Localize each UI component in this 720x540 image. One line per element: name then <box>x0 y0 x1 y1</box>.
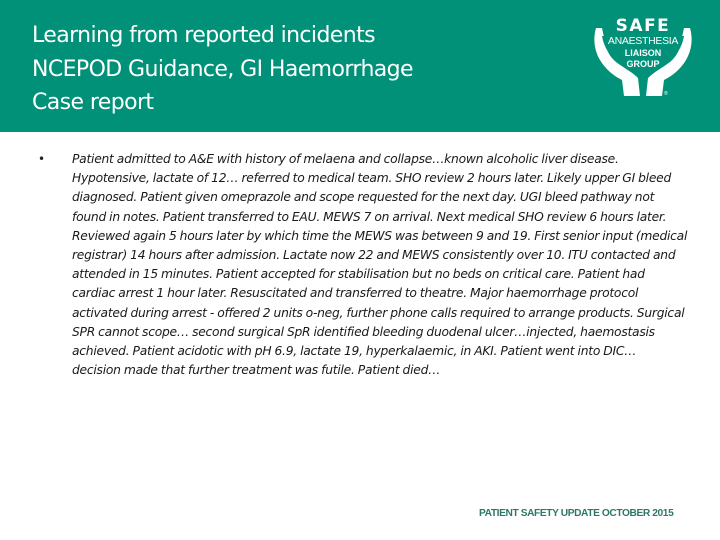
bullet-marker: • <box>38 152 46 166</box>
logo-liaison: LIAISON <box>624 48 662 58</box>
registered-mark: ® <box>664 91 668 96</box>
title-line-2: NCEPOD Guidance, GI Haemorrhage <box>32 56 413 82</box>
slide-title <box>32 19 413 120</box>
logo-group: GROUP <box>626 59 660 69</box>
case-report-body <box>38 150 688 380</box>
footer-label: PATIENT SAFETY UPDATE OCTOBER 2015 <box>479 508 674 519</box>
logo-safe: SAFE <box>615 16 671 36</box>
title-line-3: Case report <box>32 90 154 115</box>
bullet-item <box>38 150 688 380</box>
safe-anaesthesia-liaison-group-logo <box>588 14 698 96</box>
case-report-text: Patient admitted to A&E with history of melaena and collapse…known alcoholic liver disease. Hypotensive, lactate of 12… referred to medical team. SHO review 2 hours later. Likely upper GI bleed diagnosed. Patient given omeprazole and scope requested for the next day. UGI bleed pathway not found in notes. Patient transferred to EAU. MEWS 7 on arrival. Next medical SHO review 6 hours later. Reviewed again 5 hours later by which time the MEWS was between 9 and 19. First senior input (medical registrar) 14 hours after admission. Lactate now 22 and MEWS consistently over 10. ITU contacted and attended in 15 minutes. Patient accepted for stabilisation but no beds on critical care. Patient had cardiac arrest 1 hour later. Resuscitated and transferred to theatre. Major haemorrhage protocol activated during arrest - offered 2 units o-neg, further phone calls required to arrange products. Surgical SPR cannot scope… second surgical SpR identified bleeding duodenal ulcer…injected, haemostasis achieved. Patient acidotic with pH 6.9, lactate 19, hyperkalaemic, in AKI. Patient went into DIC… decision made that further treatment was futile. Patient died… <box>72 152 688 378</box>
header-band <box>0 0 720 132</box>
title-line-1: Learning from reported incidents <box>32 23 375 48</box>
logo-anaesthesia: ANAESTHESIA <box>607 35 679 47</box>
